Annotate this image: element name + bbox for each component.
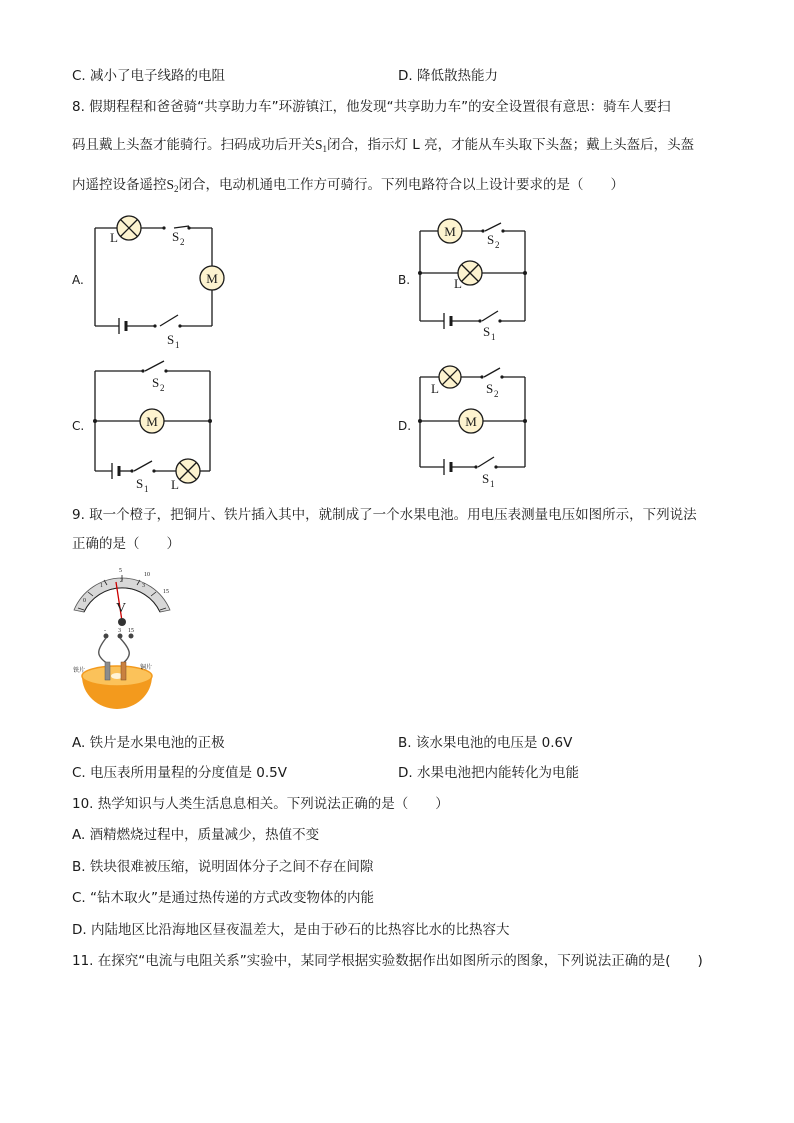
switch-sub: 1: [175, 340, 180, 350]
scale-label: 3: [142, 583, 145, 589]
switch-sub: 1: [322, 144, 328, 154]
lamp-icon: [439, 366, 461, 388]
motor-icon: [438, 219, 462, 243]
motor-letter: M: [465, 414, 477, 429]
lamp-label: L: [431, 381, 439, 396]
motor-letter: M: [206, 271, 218, 286]
q9-option-b: B. 该水果电池的电压是 0.6V: [398, 735, 573, 751]
motor-icon: [140, 409, 164, 433]
terminal-label: -: [104, 628, 106, 634]
switch-s1-ref: [315, 137, 327, 152]
scale-label: 5: [119, 568, 122, 574]
q8-stem-line-1: 8. 假期程程和爸爸骑“共享助力车”环游镇江，他发现“共享助力车”的安全设置很有意思：骑车人要扫: [72, 99, 671, 115]
q7-option-c: C. 减小了电子线路的电阻: [72, 68, 226, 84]
q8-stem-line-3: [72, 176, 624, 198]
switch-sub: 2: [494, 389, 499, 399]
terminal-label: 3: [118, 628, 121, 634]
switch-label: S: [486, 381, 494, 396]
switch-s2-ref: [167, 177, 179, 192]
q10-option-b: B. 铁块很难被压缩，说明固体分子之间不存在间隙: [72, 859, 374, 875]
scale-label: 10: [144, 572, 150, 578]
switch-letter: S: [315, 137, 323, 152]
switch-sub: 2: [160, 383, 165, 393]
circuit-label-c: C.: [72, 419, 85, 433]
q9-option-c: C. 电压表所用量程的分度值是 0.5V: [72, 765, 288, 781]
switch-sub: 2: [495, 240, 500, 250]
switch-label: S: [483, 324, 491, 339]
q10-option-c: C. “钻木取火”是通过热传递的方式改变物体的内能: [72, 890, 374, 906]
meter-unit: V: [116, 601, 127, 616]
q9-stem-line-1: 9. 取一个橙子，把铜片、铁片插入其中，就制成了一个水果电池。用电压表测量电压如图所示，下列说法: [72, 507, 697, 523]
circuit-label-b: B.: [398, 273, 411, 287]
q8-stem-text: 闭合，指示灯 L 亮，才能从车头取下头盔；戴上头盔后，头盔: [327, 137, 695, 153]
circuit-label-a: A.: [72, 273, 84, 287]
q10-stem: 10. 热学知识与人类生活息息相关。下列说法正确的是（ ）: [72, 796, 449, 812]
q10-option-d: D. 内陆地区比沿海地区昼夜温差大，是由于砂石的比热容比水的比热容大: [72, 922, 510, 938]
q9-stem-line-2: 正确的是（ ）: [72, 536, 180, 552]
copper-label: 铜片: [140, 665, 153, 671]
scale-label: 2: [120, 578, 123, 584]
q8-stem-text: 闭合，电动机通电工作方可骑行。下列电路符合以上设计要求的是（ ）: [178, 177, 625, 193]
component-labels: [110, 229, 500, 494]
switch-label: S: [136, 476, 144, 491]
switch-letter: S: [166, 177, 175, 192]
q8-stem-text: 码且戴上头盔才能骑行。扫码成功后开关: [72, 137, 315, 153]
switch-label: S: [172, 229, 180, 244]
voltmeter-icon: [74, 568, 170, 639]
motor-icon: [200, 266, 224, 290]
switch-label: S: [487, 232, 495, 247]
lamp-icon: [176, 459, 200, 483]
fruit-battery-figure: [66, 566, 186, 716]
lamp-label: L: [110, 230, 118, 245]
q11-stem: 11. 在探究“电流与电阻关系”实验中，某同学根据实验数据作出如图所示的图象，下列说法正确的是( ): [72, 953, 703, 969]
motor-icon: [459, 409, 483, 433]
lamp-icon: [117, 216, 141, 240]
switch-label: S: [152, 375, 160, 390]
battery-symbols: [112, 313, 451, 479]
q10-option-a: A. 酒精燃烧过程中，质量减少，热值不变: [72, 827, 320, 843]
switch-sub: 2: [174, 184, 179, 194]
orange-icon: [82, 666, 152, 709]
q7-option-d: D. 降低散热能力: [398, 68, 498, 84]
iron-label: 铁片: [73, 668, 86, 674]
switch-sub: 1: [490, 479, 495, 489]
switch-sub: 1: [144, 484, 149, 494]
iron-plate: [105, 662, 110, 680]
circuit-label-d: D.: [398, 419, 412, 433]
switch-label: S: [167, 332, 175, 347]
scale-label: 15: [163, 589, 169, 595]
q9-option-a: A. 铁片是水果电池的正极: [72, 735, 225, 751]
terminal-label: 15: [128, 628, 134, 634]
q8-stem-text: 内遥控设备遥控: [72, 177, 167, 193]
lamp-label: L: [171, 477, 179, 492]
motor-letter: M: [146, 414, 158, 429]
scale-label: 1: [100, 583, 103, 589]
q9-option-d: D. 水果电池把内能转化为电能: [398, 765, 579, 781]
switch-sub: 1: [491, 332, 496, 342]
q8-circuit-diagrams: [0, 205, 794, 505]
switch-sub: 2: [180, 237, 185, 247]
switch-s2-blade: [174, 226, 189, 228]
switch-label: S: [482, 471, 490, 486]
motor-letter: M: [444, 224, 456, 239]
copper-plate: [121, 662, 126, 680]
q8-stem-line-2: [72, 136, 694, 158]
scale-label: 0: [83, 598, 86, 604]
lamp-label: L: [454, 276, 462, 291]
